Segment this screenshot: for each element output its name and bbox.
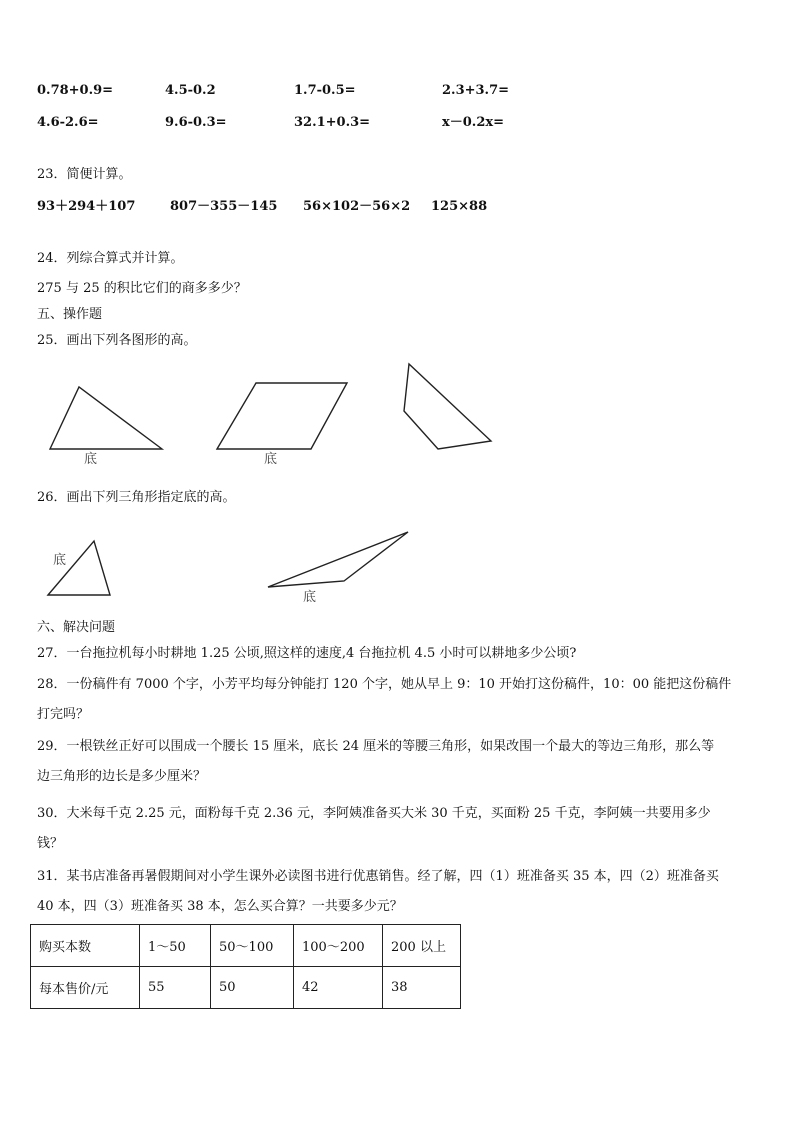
- table-cell: 1～50: [140, 925, 211, 967]
- q26-base-label-2: 底: [303, 590, 317, 605]
- q30-line-2: 钱？: [37, 836, 64, 851]
- q26-triangle-2: [268, 532, 408, 587]
- q25-title: 25．画出下列各图形的高。: [37, 333, 197, 348]
- table-cell: 每本售价/元: [31, 967, 140, 1009]
- q27-text: 27．一台拖拉机每小时耕地 1.25 公顷,照这样的速度,4 台拖拉机 4.5 小时可以耕地多少公顷?: [37, 646, 577, 661]
- price-table: [30, 924, 461, 1009]
- table-cell: 42: [294, 967, 383, 1009]
- q25-parallelogram: [217, 383, 347, 449]
- table-cell: 50: [211, 967, 294, 1009]
- q29-line-1: 29．一根铁丝正好可以围成一个腰长 15 厘米，底长 24 厘米的等腰三角形，如果改围一个最大的等边三角形，那么等: [37, 739, 715, 754]
- q31-line-1: 31．某书店准备再暑假期间对小学生课外必读图书进行优惠销售。经了解，四（1）班准备买 35 本，四（2）班准备买: [37, 869, 719, 884]
- table-cell: 200 以上: [383, 925, 461, 967]
- table-cell: 38: [383, 967, 461, 1009]
- calc-2-1: 4.6-2.6=: [37, 115, 99, 130]
- table-cell: 55: [140, 967, 211, 1009]
- q23-item-2: 807－355－145: [170, 199, 278, 214]
- q25-quadrilateral: [404, 364, 491, 449]
- q26-title: 26．画出下列三角形指定底的高。: [37, 490, 236, 505]
- calc-2-3: 32.1+0.3=: [294, 115, 371, 130]
- q23-title: 23．简便计算。: [37, 167, 132, 182]
- table-row: [31, 967, 461, 1009]
- table-cell: 100～200: [294, 925, 383, 967]
- calc-1-3: 1.7-0.5=: [294, 83, 356, 98]
- calc-1-2: 4.5-0.2: [165, 83, 216, 98]
- q25-triangle: [50, 387, 162, 449]
- q26-base-label-1: 底: [53, 553, 67, 568]
- q23-item-1: 93＋294＋107: [37, 199, 136, 214]
- section-5-heading: 五、操作题: [37, 307, 103, 322]
- q23-item-4: 125×88: [431, 199, 488, 214]
- q31-line-2: 40 本，四（3）班准备买 38 本，怎么买合算？一共要多少元？: [37, 899, 403, 914]
- q28-line-2: 打完吗？: [37, 707, 90, 722]
- table-cell: 50～100: [211, 925, 294, 967]
- calc-1-1: 0.78+0.9=: [37, 83, 114, 98]
- q30-line-1: 30．大米每千克 2.25 元，面粉每千克 2.36 元，李阿姨准备买大米 30 千克，买面粉 25 千克，李阿姨一共要用多少: [37, 806, 711, 821]
- section-6-heading: 六、解决问题: [37, 620, 116, 635]
- calc-2-4: x－0.2x=: [442, 115, 505, 130]
- calc-2-2: 9.6-0.3=: [165, 115, 227, 130]
- q25-base-label-1: 底: [84, 452, 98, 467]
- q25-base-label-2: 底: [264, 452, 278, 467]
- q24-title: 24．列综合算式并计算。: [37, 251, 184, 266]
- table-row: [31, 925, 461, 967]
- calc-1-4: 2.3+3.7=: [442, 83, 510, 98]
- q28-line-1: 28．一份稿件有 7000 个字，小芳平均每分钟能打 120 个字，她从早上 9：10 开始打这份稿件，10：00 能把这份稿件: [37, 677, 732, 692]
- q23-item-3: 56×102－56×2: [303, 199, 411, 214]
- q29-line-2: 边三角形的边长是多少厘米？: [37, 769, 207, 784]
- table-cell: 购买本数: [31, 925, 140, 967]
- q24-text: 275 与 25 的积比它们的商多多少？: [37, 281, 247, 296]
